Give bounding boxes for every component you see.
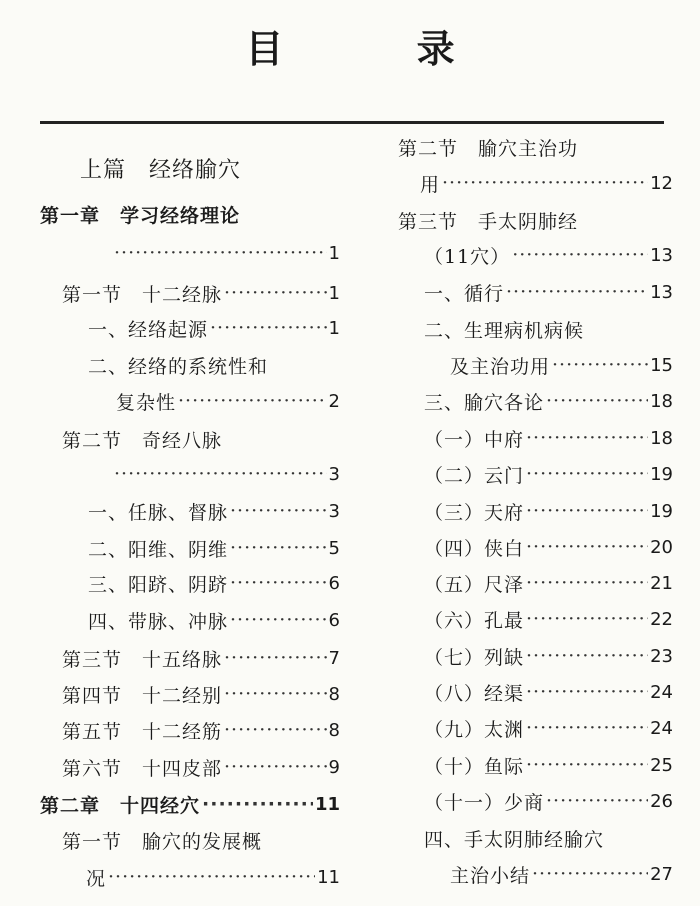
dot-leader: [224, 282, 327, 304]
dot-leader: [224, 756, 327, 778]
dot-leader: [526, 717, 648, 739]
dot-leader: [546, 390, 648, 412]
dot-leader: [526, 645, 648, 667]
toc-entry-section[interactable]: 第一节 十二经脉 ····· 1: [62, 278, 340, 308]
toc-entry-point[interactable]: （四）侠白 ····· 20: [424, 532, 673, 562]
dot-leader: [224, 719, 327, 741]
page-title: 目 录: [245, 27, 515, 71]
toc-entry-point[interactable]: （三）天府 ····· 19: [424, 496, 673, 526]
toc-entry-point[interactable]: （十）鱼际 ····· 25: [424, 750, 673, 780]
dot-leader: [210, 317, 327, 339]
toc-entry-item-cont[interactable]: 及主治功用 ····· 15: [450, 350, 673, 380]
dot-leader: [526, 463, 648, 485]
dot-leader: [526, 536, 648, 558]
dot-leader: [230, 537, 327, 559]
dot-leader: [552, 354, 648, 376]
toc-entry-section-cont[interactable]: 用 ····· 12: [420, 168, 673, 198]
toc-entry-point[interactable]: （八）经渠 ····· 24: [424, 677, 673, 707]
toc-entry-item[interactable]: 二、阳维、阴维 ····· 5: [88, 533, 340, 563]
dot-leader: [114, 463, 327, 485]
toc-entry-point[interactable]: （九）太渊 ····· 24: [424, 713, 673, 743]
dot-leader: [442, 172, 648, 194]
toc-entry-item[interactable]: 四、带脉、冲脉 ····· 6: [88, 605, 340, 635]
dot-leader: [202, 793, 313, 815]
dot-leader: [224, 683, 327, 705]
dot-leader: [526, 608, 648, 630]
toc-entry-section-cont[interactable]: （11穴） ····· 13: [424, 240, 673, 270]
toc-entry-item[interactable]: 四、手太阴肺经腧穴: [424, 828, 605, 851]
toc-entry-point[interactable]: （五）尺泽 ····· 21: [424, 568, 673, 598]
toc-entry-section[interactable]: 第一节 腧穴的发展概: [62, 830, 263, 853]
toc-entry-section[interactable]: 第三节 十五络脉 ····· 7: [62, 643, 340, 673]
toc-entry-section[interactable]: 第六节 十四皮部 ····· 9: [62, 752, 340, 782]
dot-leader: [526, 572, 648, 594]
toc-entry-section-page[interactable]: ····· 3: [112, 459, 340, 489]
dot-leader: [178, 390, 327, 412]
dot-leader: [546, 790, 648, 812]
dot-leader: [224, 647, 327, 669]
toc-entry-point[interactable]: （一）中府 ····· 18: [424, 423, 673, 453]
toc-entry-item[interactable]: 一、任脉、督脉 ····· 3: [88, 496, 340, 526]
toc-entry-chapter-2[interactable]: 第二章 十四经穴 ····· 11: [40, 789, 340, 819]
toc-entry-item[interactable]: 二、生理病机病候: [424, 319, 585, 342]
dot-leader: [512, 244, 648, 266]
toc-entry-item-cont[interactable]: 主治小结 ····· 27: [450, 859, 673, 889]
toc-entry-item[interactable]: 一、循行 ····· 13: [424, 277, 673, 307]
toc-entry-section-cont[interactable]: 况 ····· 11: [86, 862, 340, 892]
toc-entry-item[interactable]: 一、经络起源 ····· 1: [88, 313, 340, 343]
toc-entry-section[interactable]: 第二节 奇经八脉: [62, 429, 223, 452]
toc-entry-point[interactable]: （七）列缺 ····· 23: [424, 641, 673, 671]
dot-leader: [532, 863, 648, 885]
dot-leader: [526, 427, 648, 449]
toc-entry-item-cont[interactable]: 复杂性 ····· 2: [116, 386, 340, 416]
dot-leader: [108, 866, 315, 888]
toc-entry-section[interactable]: 第二节 腧穴主治功: [398, 137, 579, 160]
toc-entry-item[interactable]: 三、腧穴各论 ····· 18: [424, 386, 673, 416]
toc-entry-chapter-1-page[interactable]: ····· 1: [112, 238, 340, 268]
toc-entry-chapter-1[interactable]: 第一章 学习经络理论: [40, 204, 241, 227]
header-divider: [40, 121, 664, 124]
dot-leader: [526, 681, 648, 703]
toc-entry-item[interactable]: 三、阳跻、阴跻 ····· 6: [88, 568, 340, 598]
toc-entry-item[interactable]: 二、经络的系统性和: [88, 355, 269, 378]
dot-leader: [114, 242, 327, 264]
toc-entry-section[interactable]: 第五节 十二经筋 ····· 8: [62, 715, 340, 745]
toc-entry-section[interactable]: 第四节 十二经别 ····· 8: [62, 679, 340, 709]
toc-entry-point[interactable]: （十一）少商 ····· 26: [424, 786, 673, 816]
toc-entry-point[interactable]: （二）云门 ····· 19: [424, 459, 673, 489]
toc-entry-section[interactable]: 第三节 手太阴肺经: [398, 210, 579, 233]
dot-leader: [230, 500, 327, 522]
dot-leader: [526, 500, 648, 522]
toc-entry-point[interactable]: （六）孔最 ····· 22: [424, 604, 673, 634]
dot-leader: [526, 754, 648, 776]
dot-leader: [230, 572, 327, 594]
dot-leader: [506, 281, 648, 303]
part-title[interactable]: 上篇 经络腧穴: [80, 157, 242, 183]
dot-leader: [230, 609, 327, 631]
